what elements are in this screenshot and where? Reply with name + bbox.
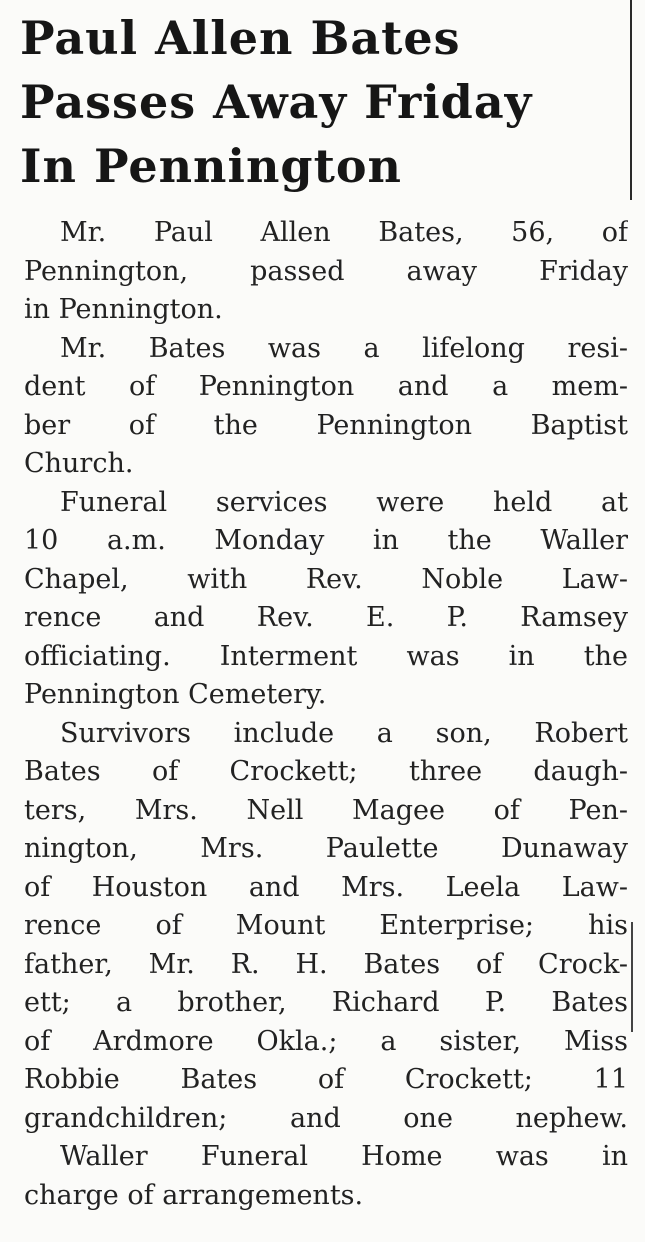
text-line: ett; a brother, Richard P. Bates	[24, 987, 628, 1018]
paragraph-death-notice	[24, 214, 628, 330]
headline-line: Paul Allen Bates	[20, 11, 461, 65]
text-line: Robbie Bates of Crockett; 11	[24, 1064, 628, 1095]
text-line: of Ardmore Okla.; a sister, Miss	[24, 1025, 628, 1057]
text-line: Survivors include a son, Robert	[60, 717, 628, 749]
text-line: Waller Funeral Home was in	[60, 1141, 628, 1172]
text-line: rence and Rev. E. P. Ramsey	[24, 602, 628, 633]
headline	[20, 6, 620, 198]
paragraph-arrangements	[24, 1138, 628, 1215]
text-line: Funeral services were held at	[60, 486, 628, 518]
text-line: 10 a.m. Monday in the Waller	[24, 525, 628, 556]
text-line: rence of Mount Enterprise; his	[24, 910, 628, 941]
text-line: Mr. Bates was a lifelong resi-	[60, 332, 628, 364]
text-line: of Houston and Mrs. Leela Law-	[24, 871, 628, 903]
headline-line: In Pennington	[20, 139, 402, 193]
paragraph-funeral-services	[24, 484, 628, 715]
headline-line: Passes Away Friday	[20, 75, 533, 129]
text-line: father, Mr. R. H. Bates of Crock-	[24, 948, 628, 980]
text-line: Bates of Crockett; three daugh-	[24, 756, 628, 787]
text-line: ters, Mrs. Nell Magee of Pen-	[24, 794, 628, 826]
text-line: Church.	[24, 448, 134, 479]
text-line: Pennington Cemetery.	[24, 679, 327, 710]
column-rule-middle	[631, 922, 633, 1032]
paragraph-survivors	[24, 715, 628, 1139]
text-line: ber of the Pennington Baptist	[24, 409, 628, 441]
text-line: charge of arrangements.	[24, 1179, 364, 1211]
text-line: officiating. Interment was in the	[24, 640, 628, 672]
text-line: Pennington, passed away Friday	[24, 255, 628, 287]
text-line: nington, Mrs. Paulette Dunaway	[24, 833, 628, 864]
text-line: Mr. Paul Allen Bates, 56, of	[60, 217, 628, 248]
text-line: grandchildren; and one nephew.	[24, 1102, 628, 1134]
text-line: dent of Pennington and a mem-	[24, 371, 628, 402]
text-line: Chapel, with Rev. Noble Law-	[24, 563, 628, 595]
column-rule-top	[630, 0, 632, 200]
article-body	[24, 214, 628, 1215]
paragraph-residence	[24, 330, 628, 484]
text-line: in Pennington.	[24, 294, 223, 325]
